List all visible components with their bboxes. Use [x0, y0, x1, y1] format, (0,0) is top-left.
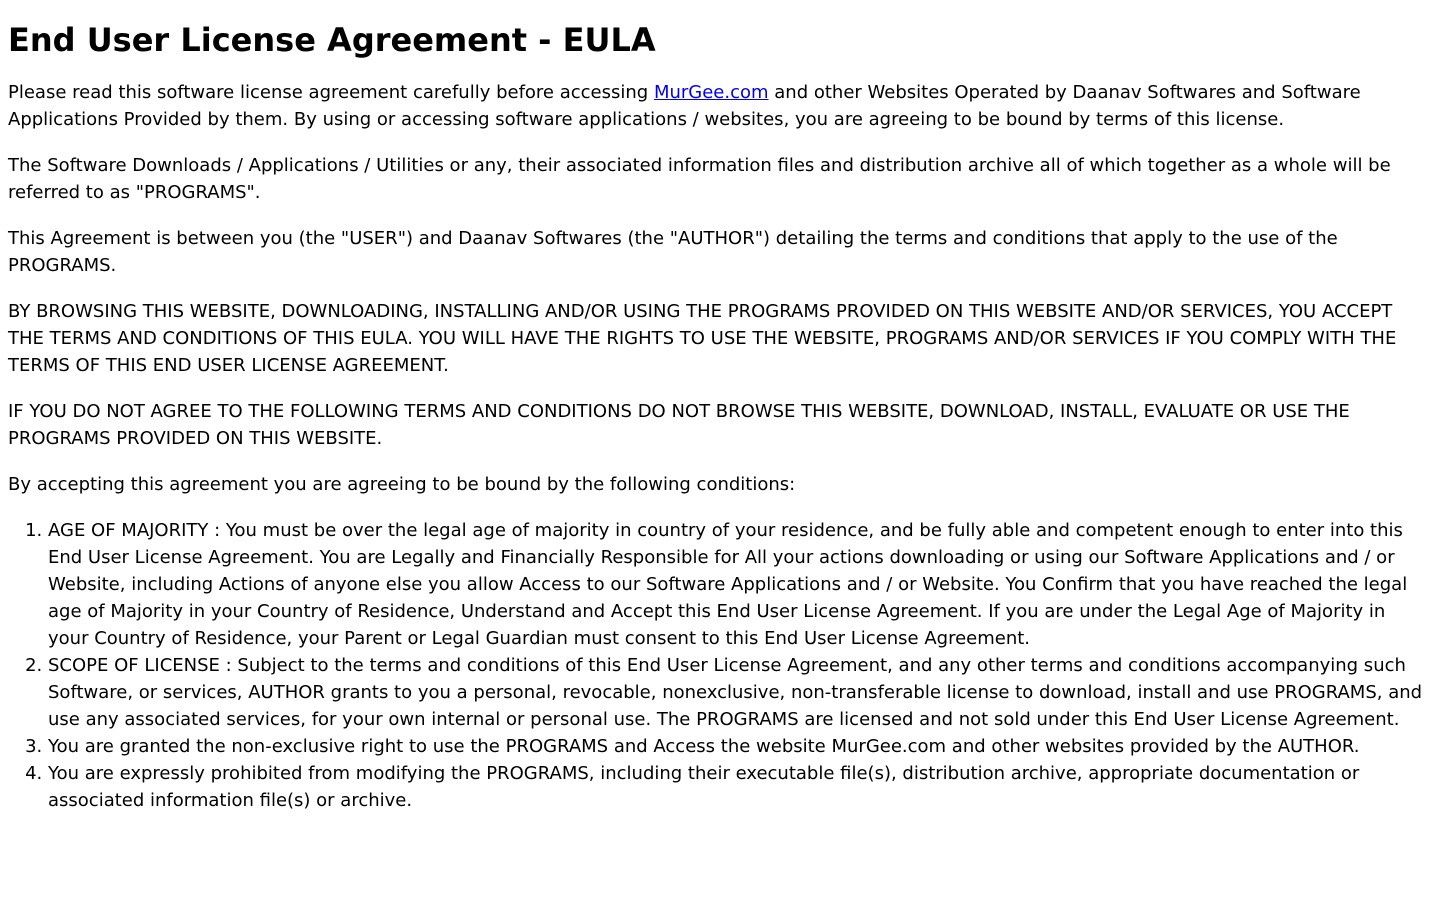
programs-definition-paragraph: The Software Downloads / Applications / Utilities or any, their associated information files and distribution archive all of which together as a whole will be referred to as "PROGRAMS". [8, 155, 1391, 203]
condition-item-scope-of-license: 2. SCOPE OF LICENSE : Subject to the terms and conditions of this End User License Agreement, and any other terms and conditions accompanying such Software, or services, AUTHOR grants to you a personal, revocable, nonexclusive, non-transferable license to download, install and use PROGRAMS, and use any associated services, for your own internal or personal use. The PROGRAMS are licensed and not sold under this End User License Agreement. [48, 652, 1428, 733]
conditions-intro-paragraph: By accepting this agreement you are agreeing to be bound by the following conditions: [8, 474, 796, 495]
agreement-parties-paragraph: This Agreement is between you (the "USER") and Daanav Softwares (the "AUTHOR") detailing the terms and conditions that apply to the use of the PROGRAMS. [8, 228, 1338, 276]
intro-paragraph [8, 79, 1428, 133]
acceptance-paragraph: BY BROWSING THIS WEBSITE, DOWNLOADING, INSTALLING AND/OR USING THE PROGRAMS PROVIDED ON THIS WEBSITE AND/OR SERVICES, YOU ACCEPT THE TERMS AND CONDITIONS OF THIS EULA. YOU WILL HAVE THE RIGHTS TO USE THE WEBSITE, PROGRAMS AND/OR SERVICES IF YOU COMPLY WITH THE TERMS OF THIS END USER LICENSE AGREEMENT. [8, 301, 1397, 376]
condition-item-modification-prohibited: 4. You are expressly prohibited from modifying the PROGRAMS, including their executable file(s), distribution archive, appropriate documentation or associated information file(s) or archive. [48, 760, 1428, 814]
intro-text-after: and other Websites Operated by Daanav Softwares and Software Applications Provided by them. By using or accessing software applications / websites, you are agreeing to be bound by terms of this license. [8, 82, 1361, 130]
murgee-link[interactable]: MurGee.com [653, 82, 769, 103]
conditions-list [8, 517, 1428, 814]
page-title: End User License Agreement - EULA [8, 21, 656, 59]
condition-item-age-of-majority: 1. AGE OF MAJORITY : You must be over the legal age of majority in country of your residence, and be fully able and competent enough to enter into this End User License Agreement. You are Legally and Financially Responsible for All your actions downloading or using our Software Applications and / or Website, including Actions of anyone else you allow Access to our Software Applications and / or Website. You Confirm that you have reached the legal age of Majority in your Country of Residence, Understand and Accept this End User License Agreement. If you are under the Legal Age of Majority in your Country of Residence, your Parent or Legal Guardian must consent to this End User License Agreement. [48, 517, 1428, 652]
disagreement-paragraph: IF YOU DO NOT AGREE TO THE FOLLOWING TERMS AND CONDITIONS DO NOT BROWSE THIS WEBSITE, DOWNLOAD, INSTALL, EVALUATE OR USE THE PROGRAMS PROVIDED ON THIS WEBSITE. [8, 401, 1350, 449]
condition-item-usage-right: 3. You are granted the non-exclusive right to use the PROGRAMS and Access the website MurGee.com and other websites provided by the AUTHOR. [48, 733, 1428, 760]
eula-page [0, 20, 1440, 814]
intro-text-before: Please read this software license agreement carefully before accessing [8, 82, 654, 103]
